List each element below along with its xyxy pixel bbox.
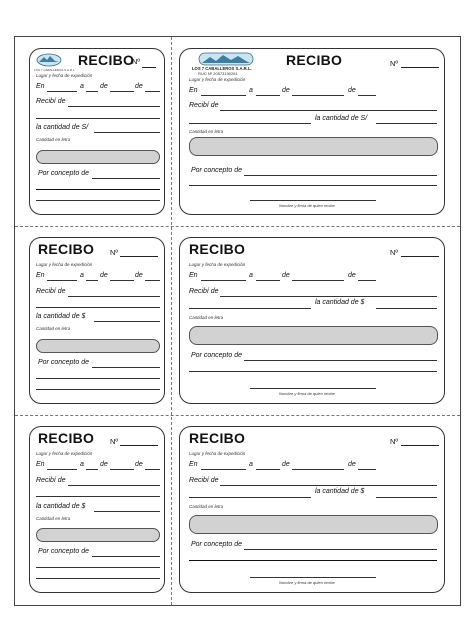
recibi-de-line: [220, 296, 437, 297]
signature-line: [250, 388, 376, 389]
logo-caption: LOS 7 CABALLEROS S.A.R.L.: [34, 68, 76, 72]
concepto-line: [244, 549, 437, 550]
numero-label: Nº: [132, 57, 141, 66]
por-concepto-label: Por concepto de: [38, 548, 89, 555]
amount-in-words-box[interactable]: [189, 515, 438, 534]
de-label: de: [135, 272, 143, 279]
cantidad-pre-line: [189, 497, 311, 498]
horizontal-cut-line: [15, 415, 460, 416]
cantidad-pre-line: [189, 308, 311, 309]
recibi-de-label: Recibí de: [189, 102, 219, 109]
a-label: a: [249, 272, 253, 279]
year-line: [145, 91, 160, 92]
en-label: En: [189, 87, 198, 94]
receipt-small-3: [29, 426, 165, 593]
numero-label: Nº: [110, 248, 119, 257]
year-line: [358, 280, 376, 281]
receipt-title: RECIBO: [189, 430, 246, 446]
concepto-line: [244, 175, 437, 176]
recibi-de-label: Recibí de: [36, 98, 66, 105]
recibi-de-line: [220, 485, 437, 486]
month-line: [110, 91, 134, 92]
month-line: [292, 95, 344, 96]
numero-line: [142, 67, 156, 68]
lugar-fecha-caption: Lugar y fecha de expedición: [36, 73, 93, 78]
place-line: [201, 95, 246, 96]
cantidad-letra-caption: Cantidad en letra: [36, 326, 71, 331]
amount-in-words-box[interactable]: [36, 150, 160, 164]
concepto-line-2: [36, 378, 160, 379]
en-label: En: [36, 461, 45, 468]
de-label: de: [100, 83, 108, 90]
place-line: [47, 91, 77, 92]
amount-in-words-box[interactable]: [189, 326, 438, 345]
receipt-large-2: [179, 237, 445, 404]
lugar-fecha-caption: Lugar y fecha de expedición: [189, 262, 246, 267]
numero-label: Nº: [390, 437, 399, 446]
por-concepto-label: Por concepto de: [38, 359, 89, 366]
concepto-line: [92, 367, 160, 368]
de-label: de: [135, 83, 143, 90]
en-label: En: [189, 272, 198, 279]
day-line: [256, 95, 280, 96]
cantidad-label: la cantidad de $: [36, 503, 86, 510]
lugar-fecha-caption: Lugar y fecha de expedición: [36, 451, 93, 456]
firma-caption: Nombre y firma de quien recibe: [279, 580, 335, 585]
recibi-de-line: [68, 106, 160, 107]
concepto-line-3: [36, 200, 160, 201]
receipt-title: RECIBO: [38, 430, 95, 446]
day-line: [256, 469, 280, 470]
recibi-de-label: Recibí de: [36, 477, 66, 484]
company-logo-icon: [36, 53, 62, 67]
de-label: de: [348, 272, 356, 279]
numero-line: [120, 445, 158, 446]
numero-label: Nº: [110, 437, 119, 446]
cantidad-line: [94, 511, 160, 512]
cantidad-letra-caption: Cantidad en letra: [36, 137, 71, 142]
year-line: [145, 469, 160, 470]
cantidad-label: la cantidad de $: [315, 488, 365, 495]
por-concepto-label: Por concepto de: [38, 170, 89, 177]
cantidad-letra-caption: Cantidad en letra: [36, 516, 71, 521]
day-line: [256, 280, 280, 281]
company-name: LOS 7 CABALLEROS S.A.R.L.: [192, 66, 252, 71]
signature-line: [250, 200, 376, 201]
cantidad-line: [376, 308, 437, 309]
receipt-title: RECIBO: [286, 52, 343, 68]
de-label: de: [282, 461, 290, 468]
cantidad-label: la cantidad de $: [315, 299, 365, 306]
firma-caption: Nombre y firma de quien recibe: [279, 391, 335, 396]
receipt-large-1: [179, 48, 445, 215]
cantidad-label: la cantidad de $: [36, 313, 86, 320]
numero-label: Nº: [390, 248, 399, 257]
numero-line: [120, 256, 158, 257]
company-logo-icon: [198, 52, 254, 66]
lugar-fecha-caption: Lugar y fecha de expedición: [189, 451, 246, 456]
vertical-cut-line: [171, 37, 172, 605]
en-label: En: [36, 272, 45, 279]
de-label: de: [282, 87, 290, 94]
a-label: a: [80, 83, 84, 90]
cantidad-line: [376, 123, 437, 124]
recibi-de-label: Recibí de: [189, 477, 219, 484]
month-line: [292, 469, 344, 470]
cantidad-letra-caption: Cantidad en letra: [189, 504, 224, 509]
cantidad-label: la cantidad de S/: [315, 115, 368, 122]
numero-label: Nº: [390, 59, 399, 68]
place-line: [47, 469, 77, 470]
de-label: de: [135, 461, 143, 468]
lugar-fecha-caption: Lugar y fecha de expedición: [36, 262, 93, 267]
company-ruc: RUC Nº 20573190261: [198, 71, 238, 76]
month-line: [110, 469, 134, 470]
concepto-line-2: [189, 185, 437, 186]
por-concepto-label: Por concepto de: [191, 541, 242, 548]
signature-line: [250, 577, 376, 578]
concepto-line-3: [36, 389, 160, 390]
en-label: En: [189, 461, 198, 468]
concepto-line: [92, 178, 160, 179]
de-label: de: [348, 87, 356, 94]
en-label: En: [36, 83, 45, 90]
year-line: [358, 469, 376, 470]
place-line: [47, 280, 77, 281]
month-line: [110, 280, 134, 281]
firma-caption: Nombre y firma de quien recibe: [279, 203, 335, 208]
day-line: [86, 469, 98, 470]
a-label: a: [80, 461, 84, 468]
recibi-de-line-2: [36, 118, 160, 119]
concepto-line: [244, 360, 437, 361]
cantidad-label: la cantidad de S/: [36, 124, 89, 131]
cantidad-line: [94, 321, 160, 322]
receipt-small-2: [29, 237, 165, 404]
cantidad-pre-line: [189, 123, 311, 124]
place-line: [201, 469, 246, 470]
cantidad-line: [94, 132, 160, 133]
de-label: de: [100, 272, 108, 279]
day-line: [86, 91, 98, 92]
concepto-line-2: [189, 371, 437, 372]
concepto-line-2: [36, 567, 160, 568]
horizontal-cut-line: [15, 226, 460, 227]
lugar-fecha-caption: Lugar y fecha de expedición: [189, 77, 246, 82]
year-line: [358, 95, 376, 96]
recibi-de-line-2: [36, 496, 160, 497]
place-line: [201, 280, 246, 281]
amount-in-words-box[interactable]: [36, 528, 160, 542]
day-line: [86, 280, 98, 281]
amount-in-words-box[interactable]: [36, 339, 160, 353]
de-label: de: [282, 272, 290, 279]
recibi-de-line: [68, 296, 160, 297]
month-line: [292, 280, 344, 281]
recibi-de-line: [68, 485, 160, 486]
cantidad-letra-caption: Cantidad en letra: [189, 129, 224, 134]
numero-line: [401, 256, 439, 257]
por-concepto-label: Por concepto de: [191, 352, 242, 359]
cantidad-line: [376, 497, 437, 498]
numero-line: [401, 445, 439, 446]
concepto-line: [92, 556, 160, 557]
concepto-line-2: [36, 189, 160, 190]
receipt-title: RECIBO: [38, 241, 95, 257]
recibi-de-line-2: [36, 307, 160, 308]
recibi-de-label: Recibí de: [36, 288, 66, 295]
de-label: de: [100, 461, 108, 468]
cantidad-letra-caption: Cantidad en letra: [189, 315, 224, 320]
por-concepto-label: Por concepto de: [191, 167, 242, 174]
recibi-de-line: [220, 110, 437, 111]
a-label: a: [249, 87, 253, 94]
year-line: [145, 280, 160, 281]
concepto-line-3: [36, 578, 160, 579]
de-label: de: [348, 461, 356, 468]
receipt-title: RECIBO: [78, 52, 135, 68]
numero-line: [401, 67, 439, 68]
receipt-small-1: [29, 48, 165, 215]
receipt-large-3: [179, 426, 445, 593]
concepto-line-2: [189, 560, 437, 561]
a-label: a: [80, 272, 84, 279]
a-label: a: [249, 461, 253, 468]
recibi-de-label: Recibí de: [189, 288, 219, 295]
amount-in-words-box[interactable]: [189, 137, 438, 156]
receipt-title: RECIBO: [189, 241, 246, 257]
